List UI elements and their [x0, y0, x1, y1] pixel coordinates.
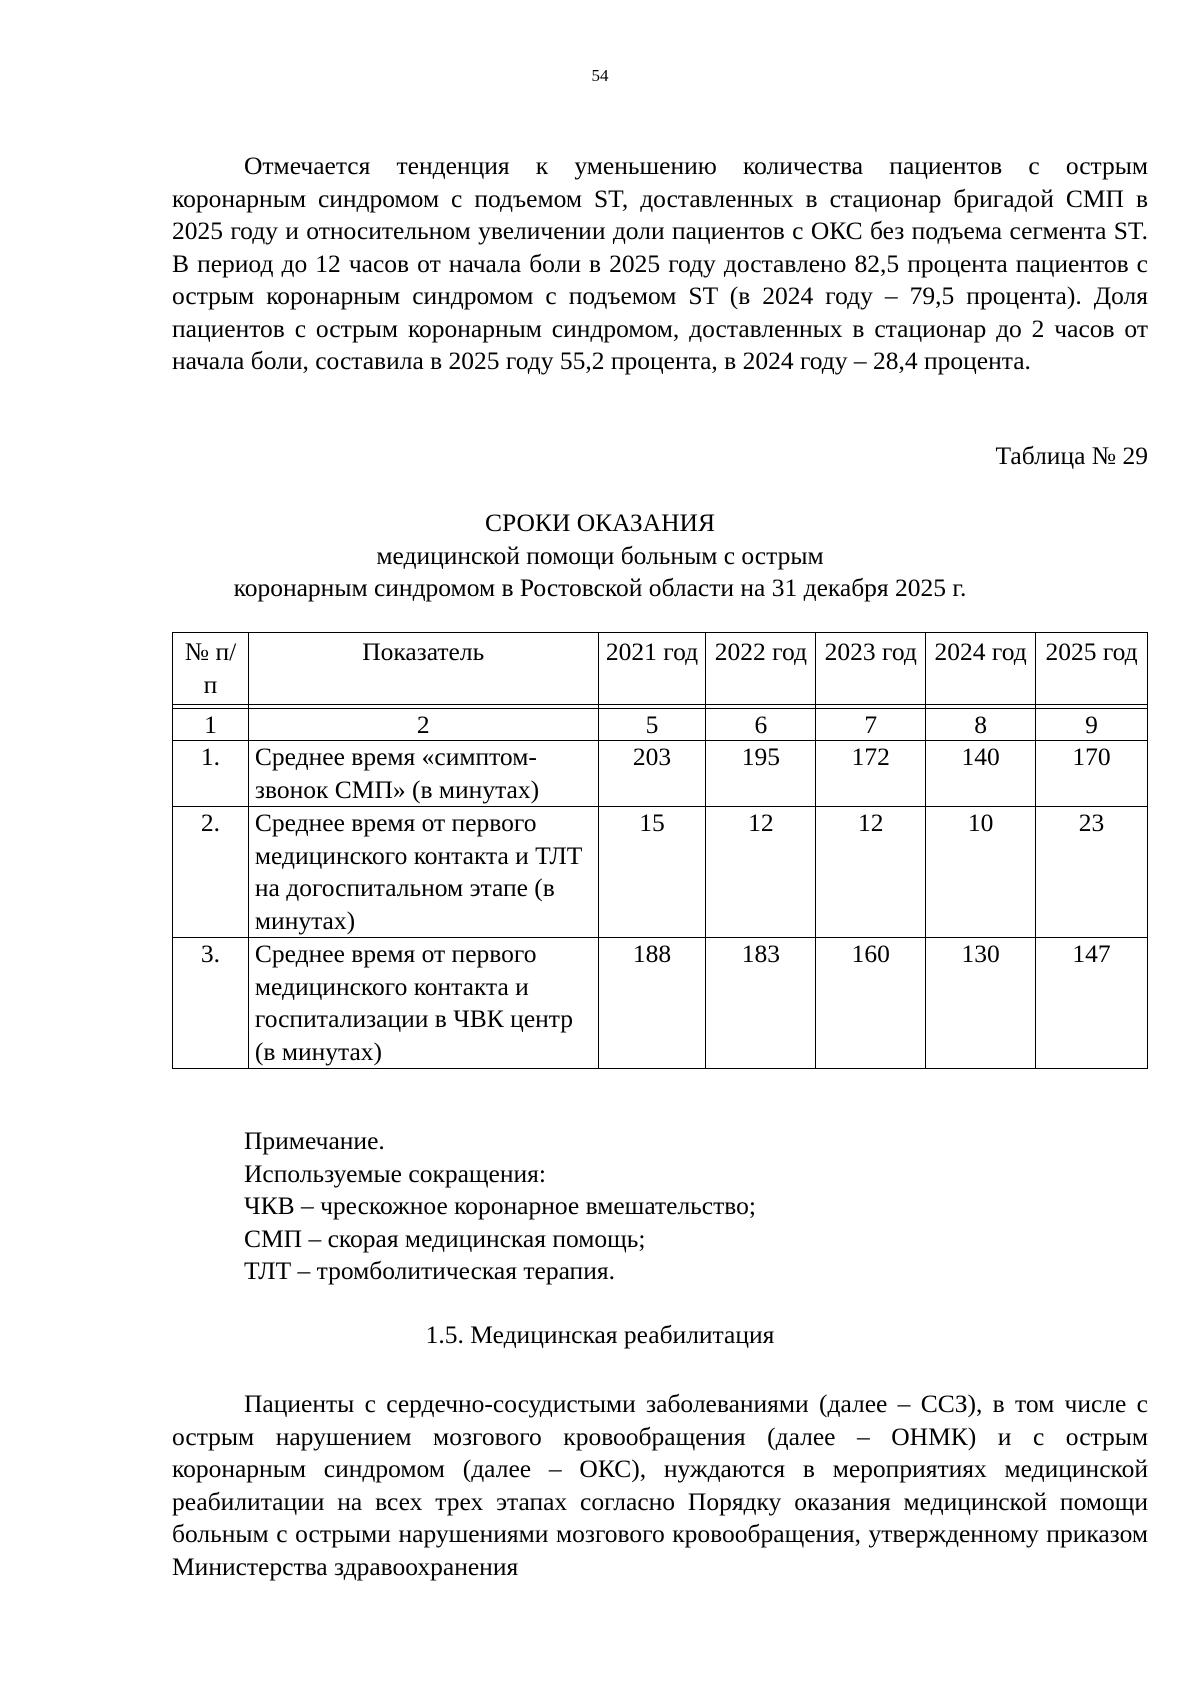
value-2023: 172: [816, 741, 926, 807]
value-2021: 188: [598, 938, 706, 1069]
value-2022: 12: [706, 807, 816, 938]
note-title: Примечание.: [244, 1126, 385, 1155]
table-row: [173, 741, 1148, 807]
table-title-line-1: СРОКИ ОКАЗАНИЯ: [485, 508, 715, 537]
value-2024: 130: [926, 938, 1036, 1069]
header-2022: 2022 год: [706, 633, 816, 705]
row-indicator: Среднее время от первого медицинского контакта и ТЛТ на догоспитальном этапе (в минутах): [248, 807, 598, 938]
header-2024: 2024 год: [926, 633, 1036, 705]
paragraph-2: Пациенты с сердечно-сосудистыми заболеваниями (далее – ССЗ), в том числе с острым нарушением мозгового кровообращения (далее – ОНМК) и с острым коронарным синдромом (далее – ОКС), нуждаются в мероприятиях медицинской реабилитации на всех трех этапах согласно Порядку оказания медицинской помощи больным с острыми нарушениями мозгового кровообращения, утвержденному приказом Министерства здравоохранения: [172, 1389, 1148, 1581]
row-number: 3.: [173, 938, 249, 1069]
value-2025: 170: [1036, 741, 1148, 807]
note-item: ЧКВ – чрескожное коронарное вмешательство;: [244, 1191, 756, 1220]
table-title-line-2: медицинской помощи больным с острым: [376, 540, 824, 570]
value-2025: 23: [1036, 807, 1148, 938]
table-row: [173, 938, 1148, 1069]
value-2024: 10: [926, 807, 1036, 938]
row-number: 1.: [173, 741, 249, 807]
page-number: 54: [591, 66, 609, 85]
header-2021: 2021 год: [598, 633, 706, 705]
column-number: 1: [173, 709, 249, 741]
section-heading: 1.5. Медицинская реабилитация: [425, 1320, 775, 1349]
value-2022: 183: [706, 938, 816, 1069]
column-number: 7: [816, 709, 926, 741]
value-2025: 147: [1036, 938, 1148, 1069]
value-2021: 15: [598, 807, 706, 938]
header-indicator: Показатель: [248, 633, 598, 705]
table-label: Таблица № 29: [995, 441, 1148, 470]
value-2024: 140: [926, 741, 1036, 807]
value-2023: 12: [816, 807, 926, 938]
note-subtitle: Используемые сокращения:: [244, 1158, 546, 1188]
row-indicator: Среднее время «симптом-звонок СМП» (в минутах): [248, 741, 598, 807]
table-title: [0, 507, 1200, 605]
column-number: 8: [926, 709, 1036, 741]
data-table: [172, 632, 1148, 1069]
table-row: [173, 807, 1148, 938]
column-number: 5: [598, 709, 706, 741]
value-2023: 160: [816, 938, 926, 1069]
column-number: 2: [248, 709, 598, 741]
value-2021: 203: [598, 741, 706, 807]
note-item: СМП – скорая медицинская помощь;: [244, 1223, 646, 1253]
header-2025: 2025 год: [1036, 633, 1148, 705]
table-title-line-3: коронарным синдромом в Ростовской области на 31 декабря 2025 г.: [233, 573, 967, 602]
header-num: № п/п: [173, 633, 249, 705]
column-number-row: [173, 709, 1148, 741]
row-indicator: Среднее время от первого медицинского контакта и госпитализации в ЧВК центр (в минутах): [248, 938, 598, 1069]
column-number: 9: [1036, 709, 1148, 741]
paragraph-1: Отмечается тенденция к уменьшению количества пациентов с острым коронарным синдромом с подъемом ST, доставленных в стационар бригадой СМП в 2025 году и относительном увеличении доли пациентов с ОКС без подъема сегмента ST. В период до 12 часов от начала боли в 2025 году доставлено 82,5 процента пациентов с острым коронарным синдромом с подъемом ST (в 2024 году – 79,5 процента). Доля пациентов с острым коронарным синдромом, доставленных в стационар до 2 часов от начала боли, составила в 2025 году 55,2 процента, в 2024 году – 28,4 процента.: [172, 151, 1148, 375]
value-2022: 195: [706, 741, 816, 807]
header-2023: 2023 год: [816, 633, 926, 705]
note-block: [244, 1125, 756, 1288]
note-item: ТЛТ – тромболитическая терапия.: [244, 1256, 615, 1285]
row-number: 2.: [173, 807, 249, 938]
header-row: [173, 633, 1148, 705]
column-number: 6: [706, 709, 816, 741]
